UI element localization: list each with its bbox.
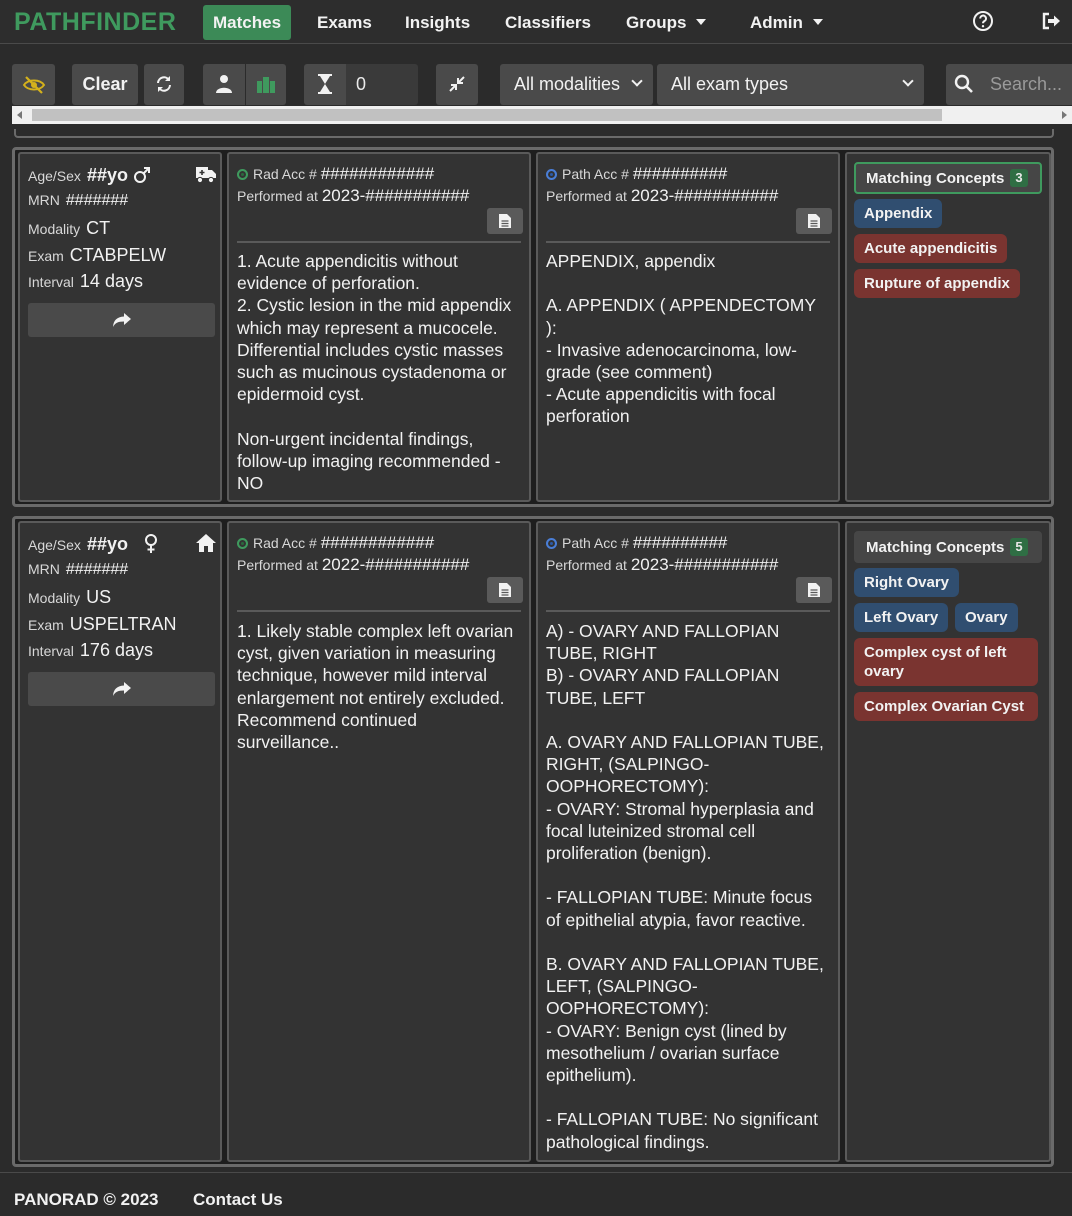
pathology-column bbox=[536, 521, 840, 1162]
exam-type-select[interactable] bbox=[657, 64, 924, 105]
rad-report-button[interactable] bbox=[487, 577, 523, 603]
scroll-left-icon[interactable] bbox=[17, 111, 22, 119]
interval-button[interactable] bbox=[304, 64, 346, 105]
interval-label: Interval bbox=[28, 643, 74, 659]
path-acc-label: Path Acc # bbox=[562, 535, 629, 551]
page-footer bbox=[0, 1172, 1072, 1216]
concepts-label: Matching Concepts bbox=[866, 539, 1005, 556]
nav-insights[interactable]: Insights bbox=[405, 13, 471, 32]
exam-label: Exam bbox=[28, 617, 64, 633]
path-report-text: APPENDIX, appendix A. APPENDIX ( APPENDECTOMY ): - Invasive adenocarcinoma, low- grade (see comment) - Acute appendicitis with focal perforation bbox=[546, 251, 817, 427]
matching-concepts-header[interactable] bbox=[854, 531, 1042, 563]
patient-view-button[interactable] bbox=[203, 64, 245, 105]
open-match-button[interactable] bbox=[28, 672, 215, 706]
exam-type-select-value: All exam types bbox=[671, 74, 789, 94]
chevron-down-icon bbox=[631, 75, 642, 86]
rad-acc-row bbox=[237, 164, 434, 184]
refresh-button[interactable] bbox=[144, 64, 184, 105]
concepts-column bbox=[845, 152, 1051, 502]
path-performed-label: Performed at bbox=[546, 188, 627, 204]
concept-tag[interactable]: Right Ovary bbox=[854, 568, 959, 597]
exam-label: Exam bbox=[28, 248, 64, 264]
scroll-right-icon[interactable] bbox=[1062, 111, 1067, 119]
age-value: ##yo bbox=[86, 165, 128, 185]
path-divider bbox=[546, 241, 830, 243]
path-report-button[interactable] bbox=[796, 577, 832, 603]
female-icon bbox=[144, 534, 158, 554]
interval-row bbox=[28, 271, 143, 292]
path-acc-value: ########## bbox=[632, 533, 728, 552]
chevron-down-icon bbox=[696, 19, 706, 25]
modality-value: CT bbox=[86, 218, 111, 238]
match-card bbox=[12, 516, 1054, 1167]
rad-report-button[interactable] bbox=[487, 208, 523, 234]
modality-label: Modality bbox=[28, 590, 81, 606]
age-value: ##yo bbox=[86, 534, 128, 554]
search-button[interactable] bbox=[946, 64, 982, 105]
nav-exams[interactable]: Exams bbox=[317, 13, 372, 32]
nav-matches[interactable]: Matches bbox=[203, 5, 291, 40]
hourglass-icon bbox=[317, 74, 333, 94]
modality-select-value: All modalities bbox=[514, 74, 621, 94]
path-performed-row bbox=[546, 555, 778, 575]
brand-logo[interactable]: PATHFINDER bbox=[14, 8, 177, 36]
concepts-count-badge: 3 bbox=[1010, 169, 1027, 187]
clear-button[interactable]: Clear bbox=[72, 64, 138, 105]
concepts-label: Matching Concepts bbox=[866, 170, 1005, 187]
ambulance-icon bbox=[195, 164, 217, 184]
top-navbar bbox=[0, 0, 1072, 44]
toolbar-divider bbox=[14, 129, 1054, 138]
interval-row bbox=[28, 640, 153, 661]
eye-slash-icon bbox=[22, 73, 46, 97]
rad-acc-label: Rad Acc # bbox=[253, 166, 317, 182]
exam-row bbox=[28, 614, 177, 635]
concepts-column bbox=[845, 521, 1051, 1162]
age-sex-label: Age/Sex bbox=[28, 168, 81, 184]
nav-admin[interactable] bbox=[740, 5, 833, 40]
document-icon bbox=[808, 214, 820, 228]
interval-label: Interval bbox=[28, 274, 74, 290]
radiology-column bbox=[227, 521, 531, 1162]
exam-row bbox=[28, 245, 166, 266]
concept-tag[interactable]: Complex Ovarian Cyst bbox=[854, 692, 1038, 721]
compress-button[interactable] bbox=[436, 64, 478, 105]
nav-admin-label: Admin bbox=[750, 13, 803, 32]
path-acc-value: ########## bbox=[632, 164, 728, 183]
concept-tag[interactable]: Left Ovary bbox=[854, 603, 948, 632]
path-performed-row bbox=[546, 186, 778, 206]
age-sex-label: Age/Sex bbox=[28, 537, 81, 553]
nav-groups-label: Groups bbox=[626, 13, 687, 32]
rad-performed-row bbox=[237, 186, 469, 206]
chevron-down-icon bbox=[902, 75, 913, 86]
status-dot-icon bbox=[546, 538, 557, 549]
mrn-label: MRN bbox=[28, 561, 60, 577]
group-view-button[interactable] bbox=[246, 64, 286, 105]
interval-value: 14 days bbox=[79, 271, 143, 291]
pathology-column bbox=[536, 152, 840, 502]
interval-input[interactable]: 0 bbox=[346, 64, 418, 105]
help-circle-icon[interactable] bbox=[972, 10, 994, 32]
concepts-count-badge: 5 bbox=[1010, 538, 1027, 556]
modality-row bbox=[28, 587, 111, 608]
path-report-button[interactable] bbox=[796, 208, 832, 234]
path-performed-value: 2023-########### bbox=[630, 186, 779, 205]
male-icon bbox=[133, 166, 151, 184]
footer-copyright: PANORAD © 2023 bbox=[14, 1190, 159, 1209]
path-acc-row bbox=[546, 533, 727, 553]
modality-select[interactable] bbox=[500, 64, 653, 105]
patient-info-column bbox=[18, 152, 222, 502]
age-sex-row bbox=[28, 534, 128, 555]
rad-report-text: 1. Acute appendicitis without evidence of perforation. 2. Cystic lesion in the mid appendix which may represent a mucocele. Differential includes cystic masses such as mucinous cystadenoma or epidermoid cyst. Non-urgent incidental findings, follow-up imaging recommended - NO bbox=[237, 251, 512, 494]
scrollbar-thumb[interactable] bbox=[32, 109, 942, 121]
path-acc-row bbox=[546, 164, 727, 184]
radiology-column bbox=[227, 152, 531, 502]
rad-performed-value: 2023-########### bbox=[321, 186, 470, 205]
mrn-row bbox=[28, 561, 128, 579]
interval-value: 176 days bbox=[79, 640, 153, 660]
mrn-row bbox=[28, 192, 128, 210]
concept-tag[interactable]: Ovary bbox=[955, 603, 1018, 632]
rad-acc-label: Rad Acc # bbox=[253, 535, 317, 551]
exam-value: USPELTRAN bbox=[69, 614, 177, 634]
share-arrow-icon bbox=[112, 681, 132, 697]
mrn-value: ####### bbox=[65, 561, 129, 578]
document-icon bbox=[499, 583, 511, 597]
status-dot-icon bbox=[546, 169, 557, 180]
rad-acc-row bbox=[237, 533, 434, 553]
chevron-down-icon bbox=[813, 19, 823, 25]
path-report-text: A) - OVARY AND FALLOPIAN TUBE, RIGHT B) - OVARY AND FALLOPIAN TUBE, LEFT A. OVARY AND FALLOPIAN TUBE, RIGHT, (SALPINGO- OOPHORECTOMY): - OVARY: Stromal hyperplasia and focal luteinized stromal cell proliferation (benign). - FALLOPIAN TUBE: Minute focus of epithelial atypia, favor reactive. B. OVARY AND FALLOPIAN TUBE, LEFT, (SALPINGO- OOPHORECTOMY): - OVARY: Benign cyst (lined by mesothelium / ovarian surface epithelium). - FALLOPIAN TUBE: No significant pathological findings. bbox=[546, 621, 824, 1152]
concept-tag[interactable]: Complex cyst of left ovary bbox=[854, 638, 1038, 686]
nav-groups[interactable] bbox=[616, 5, 716, 40]
document-icon bbox=[808, 583, 820, 597]
modality-value: US bbox=[86, 587, 112, 607]
path-performed-value: 2023-########### bbox=[630, 555, 779, 574]
compress-icon bbox=[448, 75, 466, 93]
hospital-icon bbox=[255, 75, 277, 93]
mrn-value: ####### bbox=[65, 192, 129, 209]
contact-us-link[interactable]: Contact Us bbox=[193, 1190, 283, 1209]
horizontal-scrollbar[interactable] bbox=[12, 106, 1072, 124]
search-input[interactable]: Search... bbox=[982, 64, 1072, 105]
patient-info-column bbox=[18, 521, 222, 1162]
rad-divider bbox=[237, 241, 521, 243]
path-performed-label: Performed at bbox=[546, 557, 627, 573]
open-match-button[interactable] bbox=[28, 303, 215, 337]
rad-acc-value: ############ bbox=[320, 164, 435, 183]
age-sex-row bbox=[28, 165, 128, 186]
concept-tag[interactable]: Appendix bbox=[854, 199, 942, 228]
exam-value: CTABPELW bbox=[69, 245, 167, 265]
concept-tag[interactable]: Rupture of appendix bbox=[854, 269, 1020, 298]
modality-label: Modality bbox=[28, 221, 81, 237]
rad-performed-label: Performed at bbox=[237, 557, 318, 573]
rad-performed-row bbox=[237, 555, 469, 575]
path-divider bbox=[546, 610, 830, 612]
path-acc-label: Path Acc # bbox=[562, 166, 629, 182]
match-card bbox=[12, 147, 1054, 507]
refresh-icon bbox=[155, 75, 173, 93]
rad-performed-value: 2022-########### bbox=[321, 555, 470, 574]
modality-row bbox=[28, 218, 110, 239]
concept-tag[interactable]: Acute appendicitis bbox=[854, 234, 1007, 263]
rad-report-text: 1. Likely stable complex left ovarian cyst, given variation in measuring technique, however mild interval enlargement not entirely excluded. Recommend continued surveillance.. bbox=[237, 621, 514, 753]
logout-icon[interactable] bbox=[1040, 10, 1062, 32]
mrn-label: MRN bbox=[28, 192, 60, 208]
user-icon bbox=[215, 74, 233, 94]
status-dot-icon bbox=[237, 169, 248, 180]
search-icon bbox=[954, 74, 974, 94]
home-icon bbox=[195, 533, 217, 553]
nav-classifiers[interactable]: Classifiers bbox=[505, 13, 591, 32]
rad-performed-label: Performed at bbox=[237, 188, 318, 204]
matching-concepts-header[interactable] bbox=[854, 162, 1042, 194]
share-arrow-icon bbox=[112, 312, 132, 328]
rad-acc-value: ############ bbox=[320, 533, 435, 552]
rad-divider bbox=[237, 610, 521, 612]
document-icon bbox=[499, 214, 511, 228]
toggle-visibility-button[interactable] bbox=[12, 64, 55, 105]
status-dot-icon bbox=[237, 538, 248, 549]
